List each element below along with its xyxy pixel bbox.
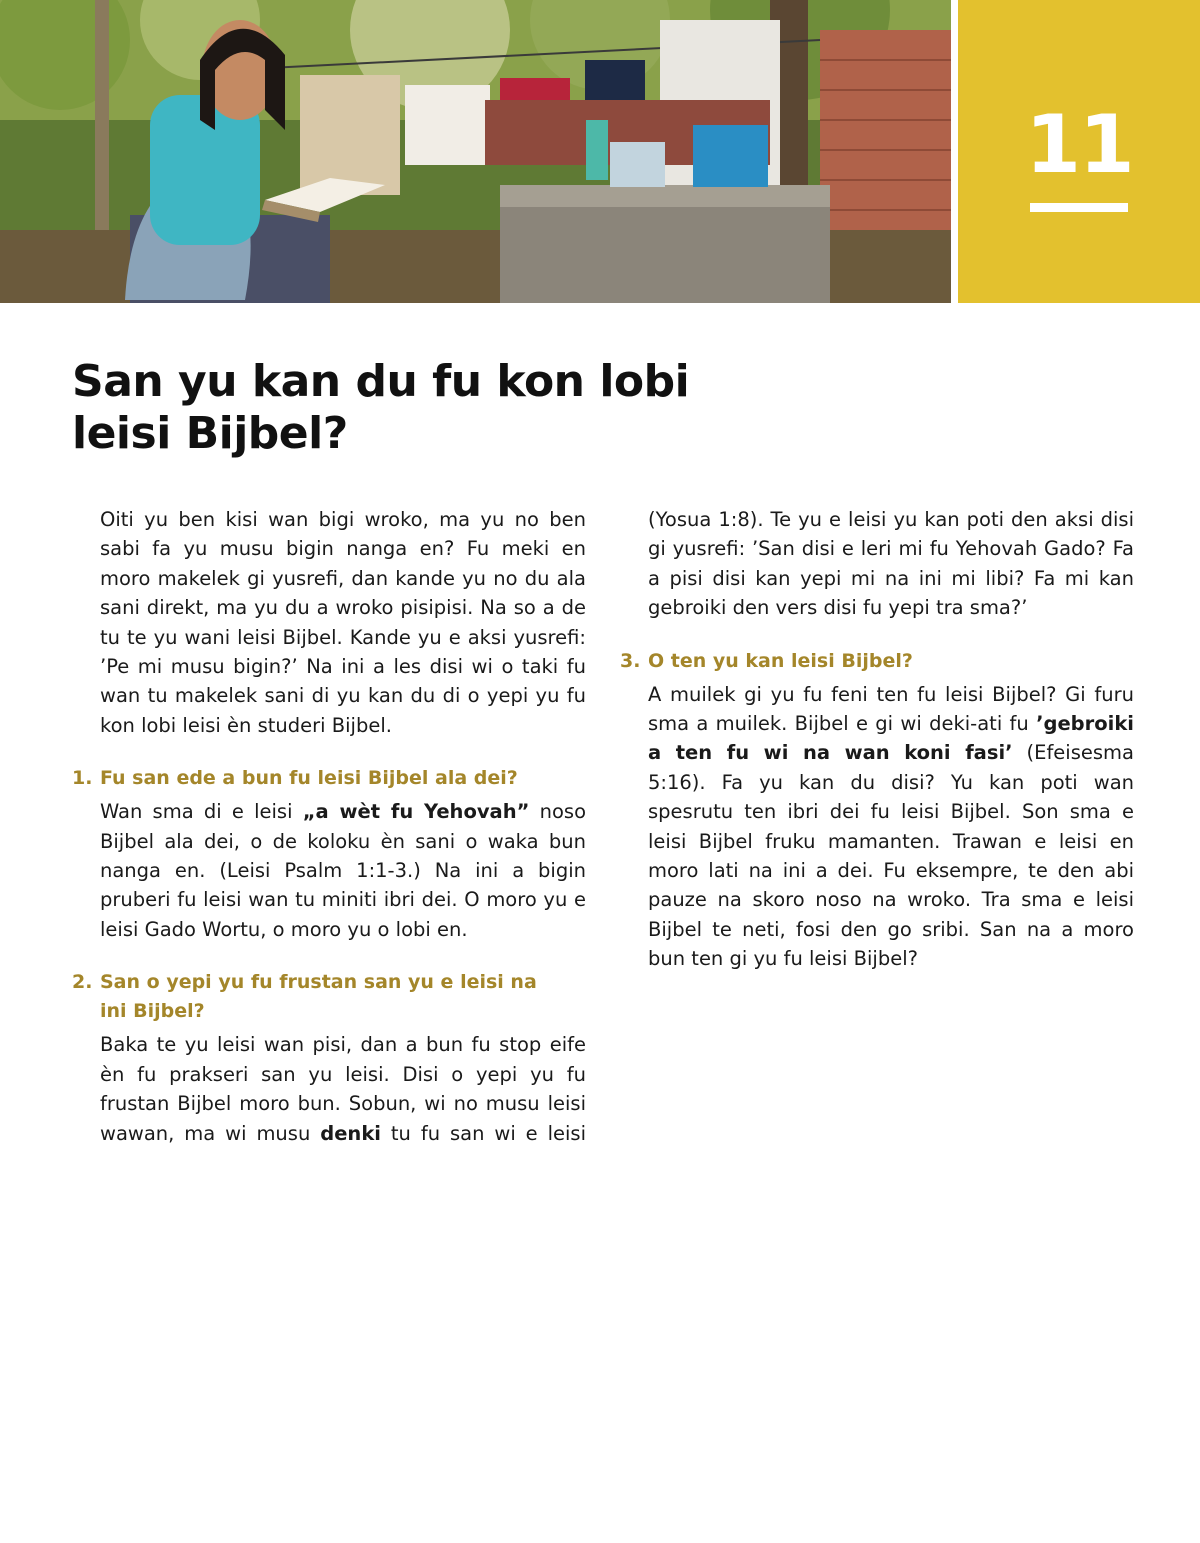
section-text: Baka te yu leisi wan pisi, dan a bun fu stop eife èn fu prakseri san yu leisi. Disi o yepi yu fu frustan Bijbel moro bun. Sobun, wi no musu leisi wawan, ma wi musu <box>100 1033 586 1145</box>
section-text: noso Bijbel ala dei, o de koloku èn sani o waka bun nanga en. (Leisi Psalm 1:1-3.) Na ini a bigin pruberi fu leisi wan tu miniti ibri dei. O moro yu e leisi Gado Wortu, o moro yu o lobi en. <box>100 800 586 941</box>
section-text: A muilek gi yu fu feni ten fu leisi Bijbel? Gi furu sma a muilek. Bijbel e gi wi deki-ati fu <box>648 682 1134 736</box>
lesson-number-underline <box>1030 203 1128 212</box>
page-title <box>72 356 792 460</box>
question-heading-3 <box>620 647 1134 676</box>
section-text: Wan sma di e leisi <box>100 800 303 824</box>
section-2-continuation: (Yosua 1:8). Te yu e leisi yu kan poti den aksi disi gi yusrefi: ’San disi e leri mi fu Yehovah Gado? Fa a pisi disi kan yepi mi na ini mi libi? Fa mi kan gebroiki den vers disi fu yepi tra sma?’ <box>648 508 1134 620</box>
header-photo <box>0 0 951 303</box>
question-heading-2 <box>72 968 586 1026</box>
section-1-paragraph <box>72 797 586 944</box>
right-column <box>620 505 1134 974</box>
section-3-paragraph <box>620 680 1134 974</box>
left-column <box>72 505 586 1148</box>
page-title-line: leisi Bijbel? <box>72 408 348 459</box>
question-heading-1 <box>72 764 586 793</box>
section-emphasis: denki <box>320 1121 381 1145</box>
question-line: Fu san ede a bun fu leisi Bijbel ala dei? <box>100 767 518 790</box>
section-emphasis: „a wèt fu Yehovah” <box>302 800 530 824</box>
question-text <box>100 968 586 1026</box>
question-number: 3. <box>620 649 641 672</box>
intro-paragraph: Oiti yu ben kisi wan bigi wroko, ma yu no ben sabi fa yu musu bigin nanga en? Fu meki en moro makelek gi yusrefi, dan kande yu no du ala sani direkt, ma yu du a wroko pisipisi. Na so a de tu te yu wani leisi Bijbel. Kande yu e aksi yusrefi: ’Pe mi musu bigin?’ Na ini a les disi wi o taki fu wan tu makelek sani di yu kan du di o yepi yu fu kon lobi leisi èn studeri Bijbel. <box>100 508 586 737</box>
question-line: ini Bijbel? <box>100 1000 205 1023</box>
question-number: 2. <box>72 971 93 994</box>
question-text <box>100 764 586 793</box>
section-emphasis: ’gebroiki a ten fu wi na wan koni fasi’ <box>648 712 1134 765</box>
section-text: tu fu san wi e leisi <box>380 1121 586 1145</box>
question-line: San o yepi yu fu frustan san yu e leisi na <box>100 971 537 994</box>
section-text: (Efeisesma 5:16). Fa yu kan du disi? Yu kan poti wan spesrutu ten ibri dei fu leisi Bijbel. Son sma e leisi Bijbel fruku mamanten. Trawan e leisi en moro lati na ini a dei. Fu eksempre, te den abi pauze na skoro noso na wroko. Tra sma e leisi Bijbel te neti, fosi den go sribi. San na a moro bun ten gi yu fu leisi Bijbel? <box>648 741 1134 971</box>
lesson-number-box <box>958 0 1200 303</box>
section-2-paragraph <box>72 1030 586 1148</box>
lesson-number: 11 <box>1025 98 1133 191</box>
page-title-line: San yu kan du fu kon lobi <box>72 356 690 407</box>
question-text <box>648 647 1134 676</box>
question-number: 1. <box>72 767 93 790</box>
question-line: O ten yu kan leisi Bijbel? <box>648 649 913 672</box>
